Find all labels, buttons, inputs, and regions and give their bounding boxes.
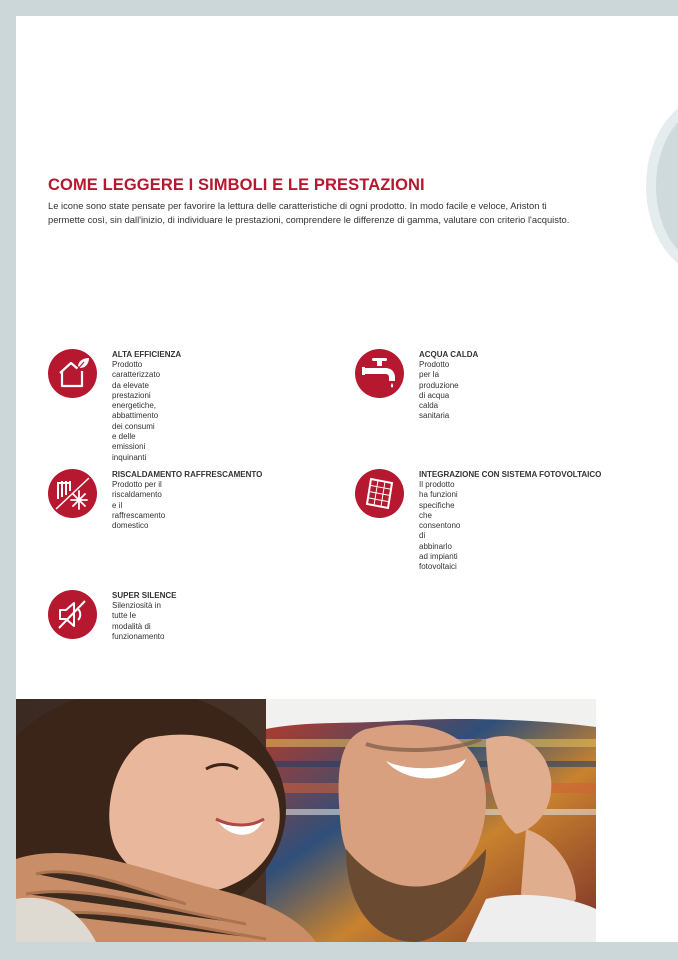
feature-description (112, 601, 164, 642)
feature-description (112, 480, 165, 531)
eco-house-icon (48, 349, 97, 398)
radiator-snowflake-icon (48, 469, 97, 518)
feature-description (419, 360, 459, 422)
feature-description (112, 360, 160, 463)
couple-photo-illustration (16, 699, 596, 942)
feature-description (419, 480, 460, 573)
feature-title: SUPER SILENCE (112, 591, 177, 600)
feature-title: INTEGRAZIONE CON SISTEMA FOTOVOLTAICO (419, 470, 602, 479)
feature-desc-line: emissioni inquinanti (112, 442, 147, 462)
feature-desc-line: energetiche, abbattimento dei consumi e delle (112, 401, 159, 442)
feature-desc-line: domestico (112, 521, 149, 531)
muted-speaker-icon (48, 590, 97, 639)
water-tap-icon (355, 349, 404, 398)
intro-paragraph (48, 199, 618, 226)
feature-desc-line: Silenziosità in tutte le modalità di funzionamento (112, 601, 165, 641)
feature-title: RISCALDAMENTO RAFFRESCAMENTO (112, 470, 263, 479)
intro-line-1: Le icone sono state pensate per favorire la lettura delle caratteristiche di ogni prodotto. In modo facile e veloce, Ariston ti (48, 200, 547, 211)
feature-desc-line: Prodotto caratterizzato da elevate prestazioni (112, 360, 161, 400)
feature-desc-line: Prodotto per il riscaldamento e il raffrescamento (112, 480, 166, 520)
feature-desc-line: Il prodotto ha funzioni specifiche che consentono di (419, 480, 461, 541)
feature-desc-line: abbinarlo ad impianti fotovoltaici (419, 541, 458, 572)
hero-photo (16, 699, 596, 942)
intro-line-2: permette così, sin dall'inizio, di individuare le prestazioni, comprendere le differenze di gamma, valutare con criterio l'acquisto. (48, 213, 570, 225)
solar-panel-icon (355, 469, 404, 518)
feature-desc-line: Prodotto per la produzione di acqua calda sanitaria (419, 360, 459, 421)
section-title: COME LEGGERE I SIMBOLI E LE PRESTAZIONI (48, 176, 425, 194)
feature-title: ACQUA CALDA (419, 350, 479, 359)
feature-title: ALTA EFFICIENZA (112, 350, 182, 359)
